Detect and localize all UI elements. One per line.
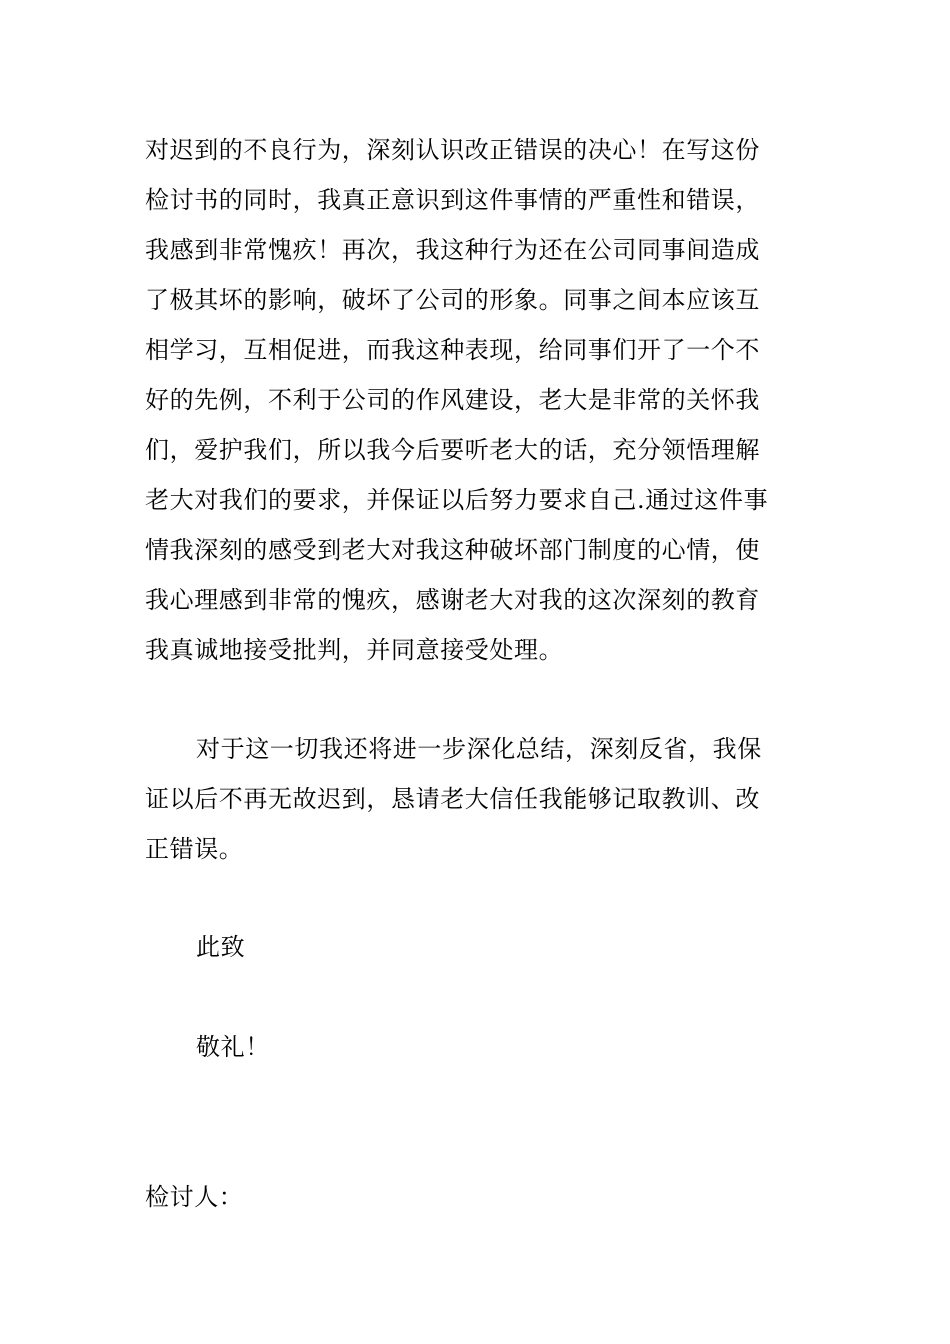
paragraph-line: 好的先例，不利于公司的作风建设，老大是非常的关怀我 <box>145 386 760 414</box>
closing-regards: 敬礼！ <box>196 1033 270 1061</box>
paragraph-line: 们，爱护我们，所以我今后要听老大的话，充分领悟理解 <box>145 436 760 464</box>
paragraph-line: 相学习，互相促进，而我这种表现，给同事们开了一个不 <box>145 336 760 364</box>
paragraph-line: 情我深刻的感受到老大对我这种破坏部门制度的心情，使 <box>145 536 760 564</box>
paragraph-line: 我真诚地接受批判，并同意接受处理。 <box>145 636 564 664</box>
paragraph-line: 正错误。 <box>145 835 244 863</box>
paragraph-line: 老大对我们的要求，并保证以后努力要求自己.通过这件事 <box>145 486 769 514</box>
paragraph-line: 对于这一切我还将进一步深化总结，深刻反省，我保 <box>196 735 762 763</box>
paragraph-line: 我心理感到非常的愧疚，感谢老大对我的这次深刻的教育 <box>145 586 760 614</box>
paragraph-line: 证以后不再无故迟到，恳请老大信任我能够记取教训、改 <box>145 785 760 813</box>
paragraph-line: 我感到非常愧疚！再次，我这种行为还在公司同事间造成 <box>145 236 760 264</box>
paragraph-line: 对迟到的不良行为，深刻认识改正错误的决心！在写这份 <box>145 136 760 164</box>
paragraph-line: 检讨书的同时，我真正意识到这件事情的严重性和错误， <box>145 186 760 214</box>
closing-salutation: 此致 <box>196 933 246 961</box>
signature-label: 检讨人： <box>145 1183 244 1211</box>
paragraph-line: 了极其坏的影响，破坏了公司的形象。同事之间本应该互 <box>145 286 760 314</box>
